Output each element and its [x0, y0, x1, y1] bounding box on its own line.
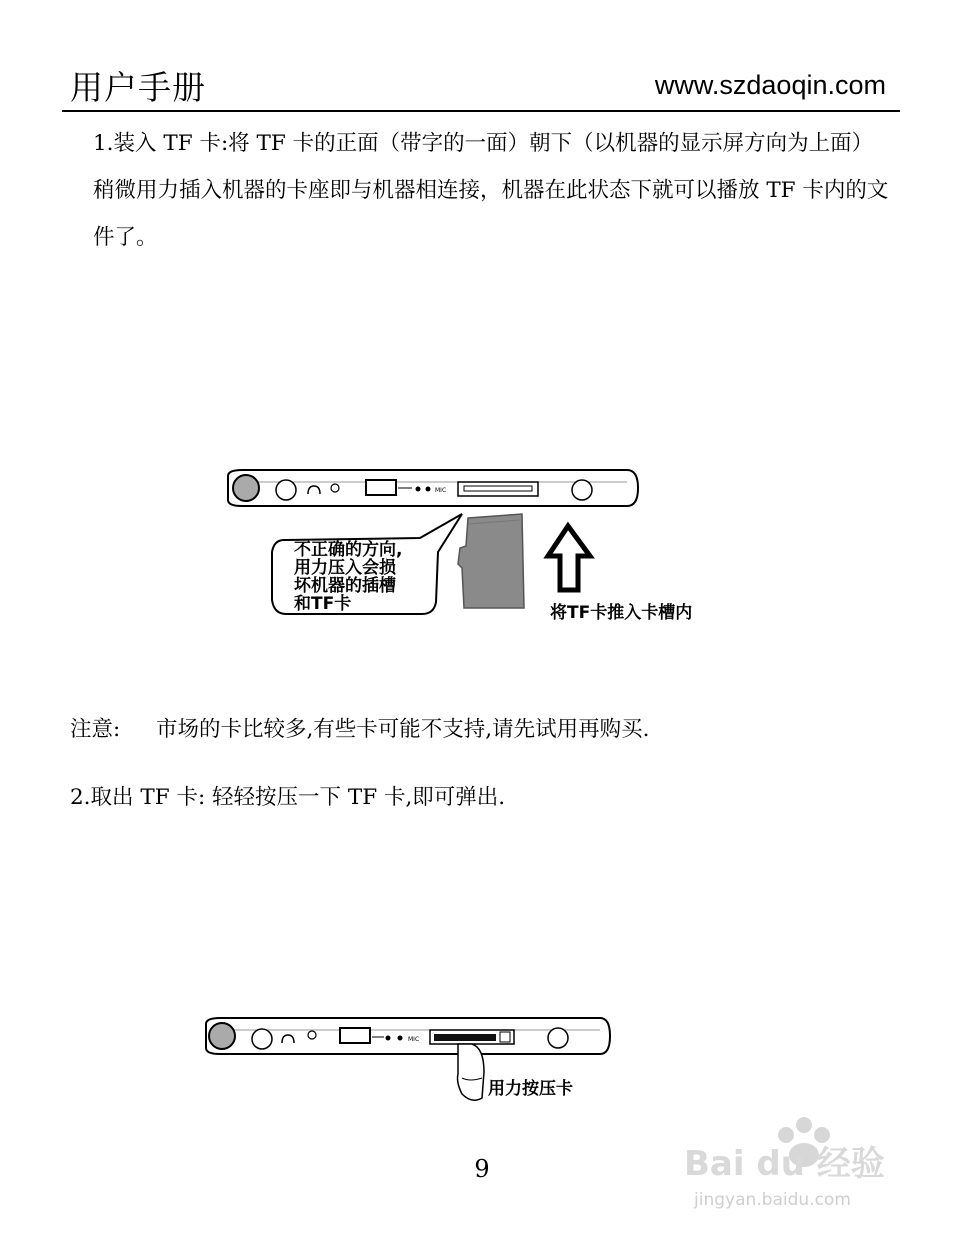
figure-insert-card [222, 462, 722, 632]
header-divider [62, 110, 900, 112]
svg-text:MIC: MIC [435, 487, 447, 494]
step1-paragraph: 1.装入 TF 卡:将 TF 卡的正面（带字的一面）朝下（以机器的显示屏方向为上面）稍微用力插入机器的卡座即与机器相连接，机器在此状态下就可以播放 TF 卡内的文件了。 [93, 131, 889, 250]
baidu-watermark [664, 1105, 904, 1215]
bubble-line-3: 坏机器的插槽 [294, 576, 396, 596]
note-text: 市场的卡比较多,有些卡可能不支持,请先试用再购买. [155, 717, 650, 742]
note-line [70, 712, 649, 743]
note-label: 注意: [70, 717, 121, 742]
device-side-view-2 [206, 1018, 610, 1054]
power-button-icon [233, 475, 259, 501]
watermark-brand: Bai du 经验 [684, 1144, 885, 1184]
push-up-arrow-icon [548, 526, 590, 590]
bubble-line-2: 用力压入会损 [294, 558, 396, 578]
tf-card-wrong-orientation [458, 514, 524, 608]
earphone-jack-icon [276, 480, 296, 500]
usb-port-icon [366, 480, 396, 495]
inserted-tf-card [434, 1034, 496, 1041]
warning-bubble [272, 514, 462, 614]
device-side-view [228, 470, 638, 506]
step2-line: 2.取出 TF 卡: 轻轻按压一下 TF 卡,即可弹出. [70, 785, 506, 810]
svg-text:MIC: MIC [408, 1036, 420, 1043]
figure2-caption: 用力按压卡 [488, 1079, 573, 1099]
page-number: 9 [474, 1155, 490, 1183]
figure1-caption: 将TF卡推入卡槽内 [550, 603, 693, 623]
watermark-url: jingyan.baidu.com [694, 1190, 851, 1210]
website-url[interactable]: www.szdaoqin.com [654, 70, 886, 100]
figure-eject-card [200, 1012, 620, 1108]
bubble-line-1: 不正确的方向, [294, 540, 403, 560]
finger-press-icon [458, 1044, 485, 1100]
bubble-line-4: 和TF卡 [294, 594, 352, 614]
manual-title: 用户手册 [70, 68, 206, 107]
